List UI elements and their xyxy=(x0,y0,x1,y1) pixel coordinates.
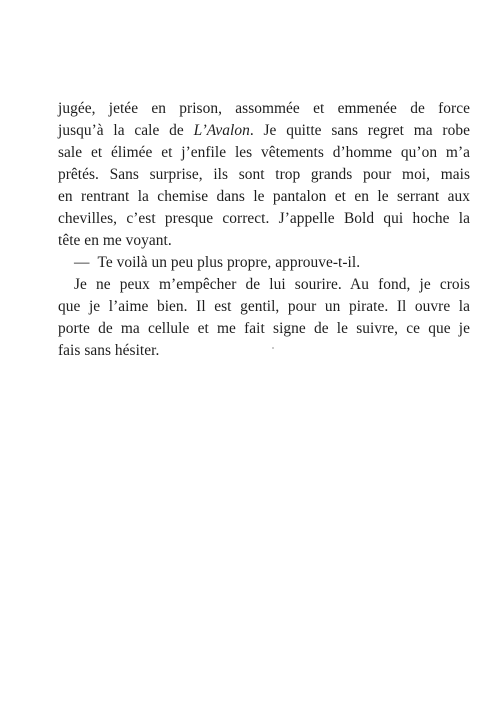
text-run: Je ne peux m’empêcher de lui sourire. Au fond, je crois xyxy=(74,276,470,293)
ship-name: L’Avalon xyxy=(193,122,250,139)
text-line xyxy=(58,142,470,164)
paper-speck xyxy=(272,347,274,349)
text-run: jusqu’à la cale de xyxy=(58,122,194,139)
text-run: que je l’aime bien. Il est gentil, pour un pirate. Il ouvre la xyxy=(58,298,470,315)
text-run: prêtés. Sans surprise, ils sont trop grands pour moi, mais xyxy=(58,166,470,183)
text-line xyxy=(58,318,470,340)
text-run: fais sans hésiter. xyxy=(58,342,160,359)
text-line xyxy=(58,208,470,230)
text-line xyxy=(58,230,470,252)
text-run: tête en me voyant. xyxy=(58,232,172,249)
text-line xyxy=(58,274,470,296)
text-line xyxy=(58,186,470,208)
text-line xyxy=(58,164,470,186)
text-run: sale et élimée et j’enfile les vêtements d’homme qu’on m’a xyxy=(58,144,470,161)
dialogue-text: Te voilà un peu plus propre, approuve-t-il. xyxy=(97,254,361,271)
text-run: jugée, jetée en prison, assommée et emmenée de force xyxy=(58,100,470,117)
text-run: porte de ma cellule et me fait signe de le suivre, ce que je xyxy=(58,320,470,337)
text-run: en rentrant la chemise dans le pantalon et en le serrant aux xyxy=(58,188,470,205)
page-text xyxy=(58,98,470,362)
text-run: . Je quitte sans regret ma robe xyxy=(249,122,470,139)
text-line xyxy=(58,296,470,318)
em-dash: — xyxy=(74,254,90,271)
text-line xyxy=(58,120,470,142)
text-line xyxy=(58,98,470,120)
dialogue-line xyxy=(58,252,470,274)
text-line xyxy=(58,340,470,362)
text-run: chevilles, c’est presque correct. J’appelle Bold qui hoche la xyxy=(58,210,470,227)
